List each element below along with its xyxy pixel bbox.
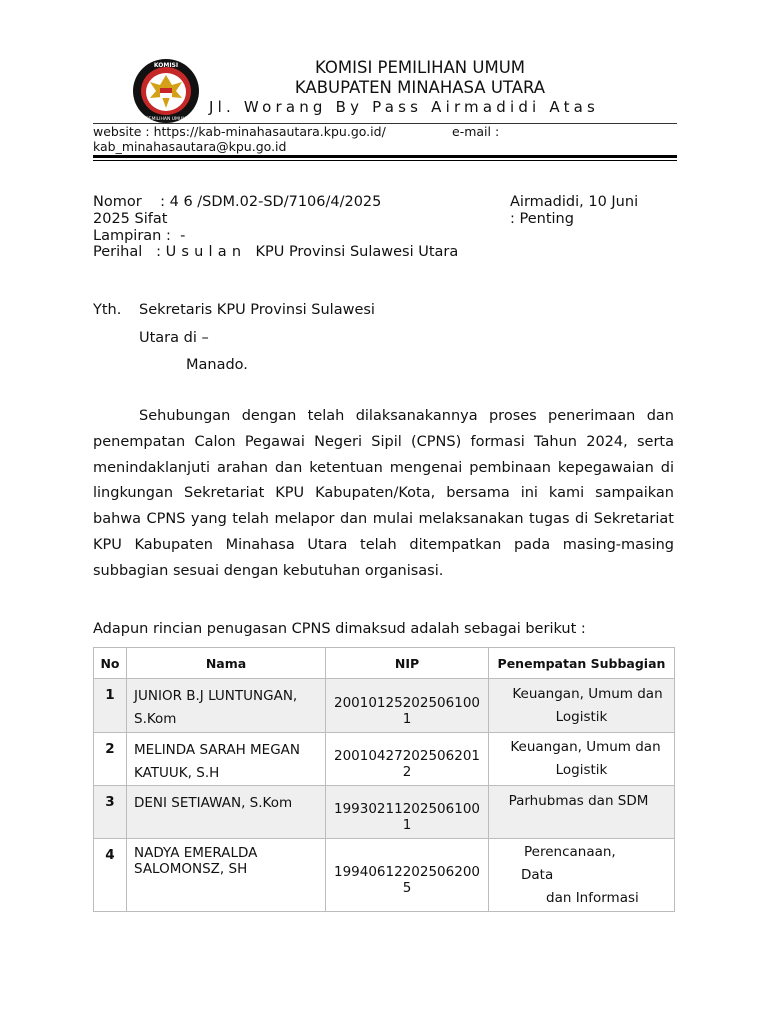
header-no: No xyxy=(94,648,127,679)
nama-line: KATUUK, S.H xyxy=(134,765,220,781)
row-nama xyxy=(127,786,326,839)
row-nip xyxy=(326,786,489,839)
nama-line: NADYA EMERALDA xyxy=(134,845,258,861)
row-no: 3 xyxy=(94,786,127,839)
logo-top-text: KOMISI xyxy=(153,62,179,69)
header-penempatan: Penempatan Subbagian xyxy=(489,648,675,679)
row-penempatan xyxy=(489,839,675,912)
body-paragraph: Sehubungan dengan telah dilaksanakannya proses penerimaan dan penempatan Calon Pegawai Negeri Sipil (CPNS) formasi Tahun 2024, serta menindaklanjuti arahan dan ketentuan mengenai pembinaan kepegawaian di lingkungan Sekretariat KPU Kabupaten/Kota, bersama ini kami sampaikan bahwa CPNS yang telah melapor dan mulai melaksanakan tugas di Sekretariat KPU Kabupaten Minahasa Utara telah ditempatkan pada masing-masing subbagian sesuai dengan kebutuhan organisasi. xyxy=(93,408,674,579)
date-year-sifat: 2025 Sifat xyxy=(93,211,168,227)
perihal-label: Perihal : xyxy=(93,244,166,260)
nip-line: 20010125202506100 xyxy=(333,694,480,711)
pen-line: Perencanaan, xyxy=(524,843,616,860)
header-nip: NIP xyxy=(326,648,489,679)
nama-line: MELINDA SARAH MEGAN xyxy=(134,742,301,758)
nama-line: S.Kom xyxy=(134,711,177,727)
nama-line: SALOMONSZ, SH xyxy=(134,861,248,877)
logo-bottom-text: PEMILIHAN UMUM xyxy=(145,117,187,122)
perihal-rest: KPU Provinsi Sulawesi Utara xyxy=(246,244,459,260)
table-row xyxy=(94,839,675,912)
header-nama: Nama xyxy=(127,648,326,679)
recipient-city: Manado. xyxy=(186,357,248,373)
nip-line: 19930211202506100 xyxy=(333,801,480,817)
nip-line: 1 xyxy=(402,817,412,833)
nama-line: DENI SETIAWAN, S.Kom xyxy=(134,795,293,811)
nip-line: 5 xyxy=(402,880,412,896)
nip-line: 2 xyxy=(402,764,412,780)
pen-line: dan Informasi xyxy=(546,889,639,906)
table-header-row xyxy=(94,648,675,679)
institution-address: Jl. Worang By Pass Airmadidi Atas xyxy=(209,98,600,116)
row-nama xyxy=(127,839,326,912)
letterhead-divider xyxy=(93,155,677,158)
recipient-line-1: Sekretaris KPU Provinsi Sulawesi xyxy=(139,302,375,318)
pen-line: Keuangan, Umum dan xyxy=(512,685,663,702)
letterhead-divider-thin xyxy=(93,160,677,161)
nama-line: JUNIOR B.J LUNTUNGAN, xyxy=(134,688,298,704)
row-nip xyxy=(326,679,489,733)
yth-label: Yth. xyxy=(93,302,122,318)
pen-line: Logistik xyxy=(555,762,608,778)
nip-line: 19940612202506200 xyxy=(333,864,480,880)
row-no: 4 xyxy=(94,839,127,912)
row-nama xyxy=(127,679,326,733)
lampiran: Lampiran : - xyxy=(93,228,186,244)
letter-number: Nomor : 4 6 /SDM.02-SD/7106/4/2025 xyxy=(93,194,382,210)
perihal xyxy=(93,244,458,260)
email-label: e-mail : xyxy=(452,124,500,139)
nip-line: 1 xyxy=(402,710,412,727)
table-row xyxy=(94,786,675,839)
table-intro: Adapun rincian penugasan CPNS dimaksud adalah sebagai berikut : xyxy=(93,621,586,637)
pen-line: Parhubmas dan SDM xyxy=(508,793,649,809)
cpns-table xyxy=(93,647,675,912)
perihal-spaced: Usulan xyxy=(165,244,247,260)
row-nip xyxy=(326,733,489,786)
row-penempatan xyxy=(489,786,675,839)
nip-line: 20010427202506201 xyxy=(333,748,480,764)
row-nip xyxy=(326,839,489,912)
recipient-line-2: Utara di – xyxy=(139,330,209,346)
row-penempatan xyxy=(489,733,675,786)
website-text: website : https://kab-minahasautara.kpu.go.id/ xyxy=(93,124,386,139)
institution-region: KABUPATEN MINAHASA UTARA xyxy=(294,78,546,97)
row-penempatan xyxy=(489,679,675,733)
pen-line: Keuangan, Umum dan xyxy=(510,739,661,755)
email-text: kab_minahasautara@kpu.go.id xyxy=(93,139,287,154)
pen-line: Data xyxy=(521,866,554,883)
row-nama xyxy=(127,733,326,786)
table-row xyxy=(94,733,675,786)
institution-name: KOMISI PEMILIHAN UMUM xyxy=(314,58,526,77)
table-row xyxy=(94,679,675,733)
pen-line: Logistik xyxy=(555,708,608,725)
sifat-value: : Penting xyxy=(510,211,574,227)
place-date: Airmadidi, 10 Juni xyxy=(510,194,639,210)
row-no: 2 xyxy=(94,733,127,786)
row-no: 1 xyxy=(94,679,127,733)
